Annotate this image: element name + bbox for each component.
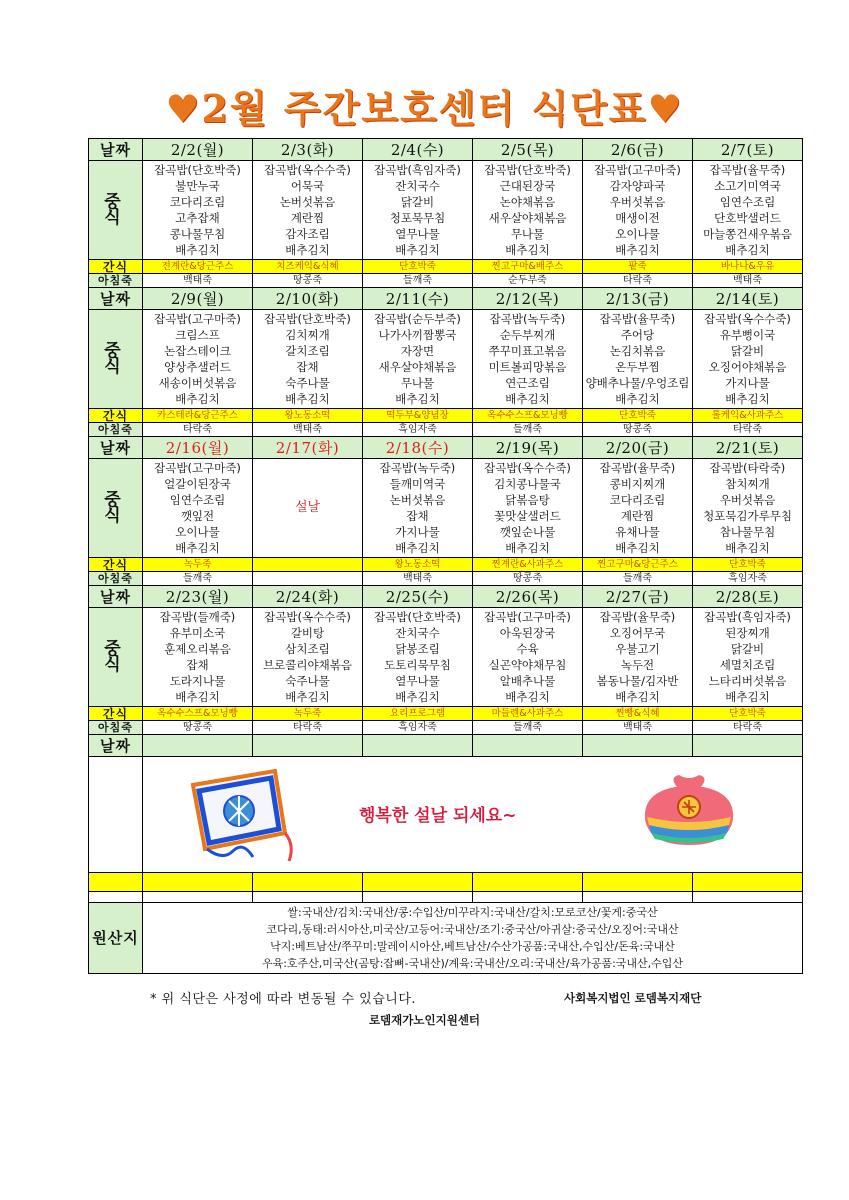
menu-item: 배추김치	[285, 243, 330, 257]
lunch-menu-cell	[363, 459, 473, 558]
menu-item: 브로콜리야채볶음	[263, 658, 352, 672]
menu-item: 배추김치	[505, 541, 550, 555]
organization-name: 사회복지법인 로뎀복지재단	[564, 991, 702, 1005]
menu-item: 콩나물무침	[169, 227, 226, 241]
porridge-cell: 백태죽	[693, 274, 803, 288]
day-date: 2/6(금)	[583, 139, 693, 161]
menu-item: 오이나물	[615, 227, 660, 241]
menu-item: 배추김치	[725, 243, 770, 257]
menu-item: 배추김치	[505, 243, 550, 257]
menu-item: 마늘쫑건새우볶음	[703, 227, 792, 241]
menu-item: 잡곡밥(들깨죽)	[159, 610, 236, 624]
snack-cell: 카스테라&당근주스	[143, 409, 253, 423]
menu-item: 알배추나물	[499, 674, 556, 688]
menu-item: 잡곡밥(옥수수죽)	[484, 461, 571, 475]
menu-item: 양배추나물/우엉조림	[585, 376, 690, 390]
menu-item: 배추김치	[395, 392, 440, 406]
empty-date-cell	[143, 735, 253, 757]
menu-item: 얼갈이된장국	[164, 477, 231, 491]
porridge-label: 아침죽	[89, 423, 143, 437]
snack-cell: 떡두부&양념장	[363, 409, 473, 423]
date-label: 날짜	[89, 735, 143, 757]
snack-cell: 마들렌&사과주스	[473, 707, 583, 721]
day-date: 2/18(수)	[363, 437, 473, 459]
day-date: 2/12(목)	[473, 288, 583, 310]
date-label: 날짜	[89, 288, 143, 310]
menu-item: 배추김치	[175, 541, 220, 555]
day-date: 2/27(금)	[583, 586, 693, 608]
lunch-menu-cell	[253, 459, 363, 558]
snack-cell: 옥수수스프&모닝빵	[473, 409, 583, 423]
menu-item: 가지나물	[725, 376, 770, 390]
porridge-cell: 백태죽	[363, 572, 473, 586]
menu-item: 열무나물	[395, 227, 440, 241]
menu-item: 잡곡밥(순두부죽)	[374, 312, 461, 326]
blank-cell	[473, 892, 583, 903]
menu-item: 아욱된장국	[499, 626, 556, 640]
menu-item: 닭봉조림	[395, 642, 440, 656]
menu-item: 잡곡밥(옥수수죽)	[264, 610, 351, 624]
menu-item: 새우살야채볶음	[488, 211, 567, 225]
porridge-cell: 땅콩죽	[143, 721, 253, 735]
porridge-cell: 땅콩죽	[253, 274, 363, 288]
menu-item: 불만누국	[175, 179, 220, 193]
menu-item: 논야채볶음	[499, 195, 556, 209]
day-date: 2/4(수)	[363, 139, 473, 161]
page-title: ♥2월 주간보호센터 식단표♥	[165, 86, 684, 131]
menu-item: 배추김치	[725, 541, 770, 555]
kite-icon	[183, 765, 303, 865]
menu-item: 가지나물	[395, 525, 440, 539]
porridge-cell: 들깨죽	[583, 572, 693, 586]
menu-item: 배추김치	[725, 690, 770, 704]
menu-item: 계란찜	[290, 211, 325, 225]
empty-date-cell	[583, 735, 693, 757]
menu-item: 오이나물	[175, 525, 220, 539]
menu-item: 연근조림	[505, 376, 550, 390]
menu-item: 갈치조림	[285, 344, 330, 358]
menu-item: 도라지나물	[169, 674, 226, 688]
snack-cell: 바나나&우유	[693, 260, 803, 274]
lunch-label: 중 식	[89, 310, 143, 409]
date-label: 날짜	[89, 586, 143, 608]
menu-item: 잡곡밥(단호박죽)	[484, 163, 571, 177]
porridge-cell: 들깨죽	[363, 274, 473, 288]
menu-item: 계란찜	[620, 509, 655, 523]
lunch-menu-cell	[253, 310, 363, 409]
porridge-label: 아침죽	[89, 721, 143, 735]
menu-item: 도토리묵무침	[384, 658, 451, 672]
blank-cell	[143, 892, 253, 903]
menu-item: 논김치볶음	[609, 344, 666, 358]
lunch-menu-cell	[693, 310, 803, 409]
center-name: 로뎀재가노인지원센터	[368, 1013, 481, 1027]
day-date: 2/28(토)	[693, 586, 803, 608]
lunch-menu-cell	[473, 161, 583, 260]
snack-cell: 롤케익&사과주스	[693, 409, 803, 423]
blank-cell	[583, 892, 693, 903]
lunch-menu-cell	[143, 608, 253, 707]
snack-cell: 찐빵&식혜	[583, 707, 693, 721]
empty-date-cell	[473, 735, 583, 757]
porridge-cell: 땅콩죽	[583, 423, 693, 437]
snack-label: 간식	[89, 260, 143, 274]
menu-item: 배추김치	[615, 243, 660, 257]
menu-item: 잡곡밥(옥수수죽)	[704, 312, 791, 326]
lunch-menu-cell	[583, 310, 693, 409]
menu-item: 논버섯볶음	[389, 493, 446, 507]
snack-cell: 왕노동소떡	[253, 409, 363, 423]
menu-item: 닭갈비	[730, 642, 765, 656]
lunch-menu-cell	[583, 161, 693, 260]
menu-item: 잡채	[406, 509, 429, 523]
lunch-menu-cell	[693, 161, 803, 260]
day-date: 2/13(금)	[583, 288, 693, 310]
menu-item: 배추김치	[615, 690, 660, 704]
yellow-blank-cell	[473, 873, 583, 892]
lunch-menu-cell	[473, 608, 583, 707]
day-date: 2/3(화)	[253, 139, 363, 161]
snack-cell: 찐계란&사과주스	[473, 558, 583, 572]
day-date: 2/2(월)	[143, 139, 253, 161]
menu-item: 주어당	[620, 328, 655, 342]
menu-item: 잡곡밥(율무죽)	[599, 610, 676, 624]
menu-item: 배추김치	[615, 392, 660, 406]
blank-cell	[253, 892, 363, 903]
snack-cell: 치즈케익&식혜	[253, 260, 363, 274]
menu-item: 녹두전	[620, 658, 655, 672]
menu-item: 된장찌개	[725, 626, 770, 640]
menu-item: 김치콩나물국	[494, 477, 561, 491]
snack-cell: 전계란&당근주스	[143, 260, 253, 274]
origin-line: 낙지:베트남산/쭈꾸미:말레이시아산,베트남산/수산가공품:국내산,수입산/돈육:국내산	[270, 940, 675, 953]
menu-item: 무나물	[400, 376, 435, 390]
menu-item: 잡곡밥(고구마죽)	[484, 610, 571, 624]
menu-item: 감자양파국	[609, 179, 666, 193]
menu-item: 잡곡밥(단호박죽)	[374, 610, 461, 624]
snack-cell: 찐고구마&당근주스	[583, 558, 693, 572]
snack-cell: 왕노동소떡	[363, 558, 473, 572]
blank-cell	[363, 892, 473, 903]
menu-item: 잡곡밥(타락죽)	[709, 461, 786, 475]
menu-item: 소고기미역국	[714, 179, 781, 193]
menu-item: 잡곡밥(녹두죽)	[489, 312, 566, 326]
day-date: 2/23(월)	[143, 586, 253, 608]
menu-item: 우버섯볶음	[719, 493, 776, 507]
menu-item: 임연수조림	[169, 493, 226, 507]
menu-item: 삼치조림	[285, 642, 330, 656]
day-date: 2/14(토)	[693, 288, 803, 310]
menu-item: 나가사끼짬뽕국	[378, 328, 457, 342]
day-date: 2/21(토)	[693, 437, 803, 459]
menu-item: 배추김치	[285, 392, 330, 406]
menu-item: 잡곡밥(고구마죽)	[594, 163, 681, 177]
menu-item: 어묵국	[290, 179, 325, 193]
snack-cell: 단호박죽	[693, 558, 803, 572]
menu-item: 세멸치조림	[719, 658, 776, 672]
menu-item: 닭갈비	[400, 195, 435, 209]
menu-item: 훈제오리볶음	[164, 642, 231, 656]
menu-item: 잔치국수	[395, 626, 440, 640]
porridge-cell: 타락죽	[693, 423, 803, 437]
menu-item: 실곤약야채무침	[488, 658, 567, 672]
menu-item: 잡곡밥(율무죽)	[599, 461, 676, 475]
menu-item: 닭볶음탕	[505, 493, 550, 507]
menu-item: 배추김치	[615, 541, 660, 555]
snack-label: 간식	[89, 558, 143, 572]
blank-cell	[89, 892, 143, 903]
lunch-label: 중 식	[89, 161, 143, 260]
lunch-menu-cell	[693, 459, 803, 558]
day-date: 2/7(토)	[693, 139, 803, 161]
menu-item: 잔치국수	[395, 179, 440, 193]
menu-item: 유부미소국	[169, 626, 226, 640]
menu-item: 들깨미역국	[389, 477, 446, 491]
snack-label: 간식	[89, 707, 143, 721]
snack-cell: 단호박죽	[693, 707, 803, 721]
menu-item: 매생이전	[615, 211, 660, 225]
day-date: 2/19(목)	[473, 437, 583, 459]
porridge-label: 아침죽	[89, 274, 143, 288]
empty-date-cell	[693, 735, 803, 757]
menu-item: 코다리조림	[169, 195, 226, 209]
yellow-blank-cell	[143, 873, 253, 892]
day-date: 2/17(화)	[253, 437, 363, 459]
menu-item: 잡곡밥(고구마죽)	[154, 312, 241, 326]
banner-blank-cell	[89, 757, 143, 873]
change-notice: * 위 식단은 사정에 따라 변동될 수 있습니다.	[150, 992, 417, 1007]
porridge-cell: 흑임자죽	[693, 572, 803, 586]
menu-item: 오징어무국	[609, 626, 666, 640]
menu-item: 청포묵김가루무침	[703, 509, 792, 523]
origin-line: 코다리,동태:러시아산,미국산/고등어:국내산/조기:중국산/아귀살:중국산/오징어:국내산	[266, 923, 679, 936]
porridge-cell: 타락죽	[143, 423, 253, 437]
empty-date-cell	[253, 735, 363, 757]
menu-item: 봄동나물/김자반	[596, 674, 679, 688]
lunch-menu-cell	[583, 608, 693, 707]
snack-cell: 찐고구마&배주스	[473, 260, 583, 274]
origin-line: 쌀:국내산/김치:국내산/콩:수입산/미꾸라지:국내산/갈치:모로코산/꽃게:중국산	[287, 906, 658, 919]
menu-item: 참치찌개	[725, 477, 770, 491]
menu-item: 배추김치	[285, 690, 330, 704]
day-date: 2/24(화)	[253, 586, 363, 608]
lunch-menu-cell	[143, 161, 253, 260]
porridge-cell: 흑임자죽	[363, 423, 473, 437]
day-date: 2/26(목)	[473, 586, 583, 608]
menu-item: 잡곡밥(고구마죽)	[154, 461, 241, 475]
lunch-menu-cell	[363, 310, 473, 409]
porridge-cell: 들깨죽	[473, 721, 583, 735]
lunch-menu-cell	[143, 310, 253, 409]
menu-item: 잡곡밥(흑임자죽)	[704, 610, 791, 624]
menu-item: 잡채	[186, 658, 209, 672]
menu-item: 배추김치	[505, 392, 550, 406]
porridge-cell: 순두부죽	[473, 274, 583, 288]
menu-item: 논잡스테이크	[164, 344, 231, 358]
snack-cell: 녹두죽	[253, 707, 363, 721]
greeting-banner	[143, 757, 803, 873]
menu-item: 자장면	[400, 344, 435, 358]
lunch-menu-cell	[363, 608, 473, 707]
menu-item: 단호박샐러드	[714, 211, 781, 225]
greeting-text: 행복한 설날 되세요~	[359, 806, 517, 826]
menu-item: 무나물	[510, 227, 545, 241]
snack-label: 간식	[89, 409, 143, 423]
porridge-cell: 타락죽	[693, 721, 803, 735]
menu-item: 미트볼피망볶음	[488, 360, 567, 374]
origin-line: 우육:호주산,미국산(곰탕:잡뼈-국내산)/계육:국내산/오리:국내산/육가공품:국내산,수입산	[261, 957, 684, 970]
menu-item: 배추김치	[395, 690, 440, 704]
porridge-cell: 백태죽	[143, 274, 253, 288]
menu-item: 배추김치	[505, 690, 550, 704]
lunch-menu-cell	[693, 608, 803, 707]
snack-cell: 옥수수스프&모닝빵	[143, 707, 253, 721]
lunch-label: 중 식	[89, 459, 143, 558]
menu-item: 배추김치	[395, 541, 440, 555]
menu-item: 잡곡밥(옥수수죽)	[264, 163, 351, 177]
lunch-menu-cell	[583, 459, 693, 558]
menu-item: 배추김치	[395, 243, 440, 257]
yellow-blank-cell	[253, 873, 363, 892]
day-date: 2/25(수)	[363, 586, 473, 608]
menu-item: 고추잡채	[175, 211, 220, 225]
menu-item: 양상추샐러드	[164, 360, 231, 374]
menu-item: 수육	[516, 642, 539, 656]
menu-item: 코다리조림	[609, 493, 666, 507]
menu-item: 유채나물	[615, 525, 660, 539]
yellow-blank-cell	[363, 873, 473, 892]
menu-item: 콩비지찌개	[609, 477, 666, 491]
menu-item: 잡곡밥(녹두죽)	[379, 461, 456, 475]
lunch-menu-cell	[363, 161, 473, 260]
menu-item: 닭갈비	[730, 344, 765, 358]
lunch-menu-cell	[473, 459, 583, 558]
menu-item: 배추김치	[175, 392, 220, 406]
menu-item: 잡곡밥(단호박죽)	[264, 312, 351, 326]
porridge-cell: 땅콩죽	[473, 572, 583, 586]
lunch-menu-cell	[253, 608, 363, 707]
snack-cell: 팥죽	[583, 260, 693, 274]
menu-item: 청포묵무침	[389, 211, 446, 225]
menu-item: 갈비탕	[290, 626, 325, 640]
menu-item: 잡채	[296, 360, 319, 374]
day-date: 2/11(수)	[363, 288, 473, 310]
menu-item: 근대된장국	[499, 179, 556, 193]
lunch-menu-cell	[143, 459, 253, 558]
lunch-menu-cell	[473, 310, 583, 409]
lunch-label: 중 식	[89, 608, 143, 707]
menu-item: 꽃맛살샐러드	[494, 509, 561, 523]
menu-item: 오징어야채볶음	[708, 360, 787, 374]
menu-item: 배추김치	[175, 243, 220, 257]
menu-item: 느타리버섯볶음	[708, 674, 787, 688]
snack-cell: 단호박죽	[363, 260, 473, 274]
porridge-cell: 들깨죽	[473, 423, 583, 437]
yellow-blank-cell	[693, 873, 803, 892]
porridge-label: 아침죽	[89, 572, 143, 586]
menu-item: 잡곡밥(율무죽)	[709, 163, 786, 177]
menu-item: 김치찌개	[285, 328, 330, 342]
menu-item: 새송이버섯볶음	[158, 376, 237, 390]
day-date: 2/5(목)	[473, 139, 583, 161]
menu-item: 우불고기	[615, 642, 660, 656]
menu-item: 임연수조림	[719, 195, 776, 209]
porridge-cell	[253, 572, 363, 586]
porridge-cell: 타락죽	[253, 721, 363, 735]
origin-label: 원산지	[89, 903, 143, 974]
menu-item: 새우살야채볶음	[378, 360, 457, 374]
menu-item: 쭈꾸미표고볶음	[488, 344, 567, 358]
menu-item: 순두부찌개	[499, 328, 556, 342]
yellow-blank-cell	[89, 873, 143, 892]
menu-item: 깻잎순나물	[499, 525, 556, 539]
blank-cell	[693, 892, 803, 903]
menu-item: 유부뻥이국	[719, 328, 776, 342]
origin-info	[143, 903, 803, 974]
menu-item: 온두부찜	[615, 360, 660, 374]
menu-item: 잡곡밥(흑임자죽)	[374, 163, 461, 177]
menu-item: 배추김치	[175, 690, 220, 704]
lunch-menu-cell	[253, 161, 363, 260]
lucky-pouch-icon	[639, 773, 739, 849]
menu-item: 우버섯볶음	[609, 195, 666, 209]
snack-cell: 단호박죽	[583, 409, 693, 423]
porridge-cell: 들깨죽	[143, 572, 253, 586]
menu-item: 논버섯볶음	[279, 195, 336, 209]
date-label: 날짜	[89, 437, 143, 459]
yellow-blank-cell	[583, 873, 693, 892]
snack-cell: 녹두죽	[143, 558, 253, 572]
empty-date-cell	[363, 735, 473, 757]
snack-cell	[253, 558, 363, 572]
menu-item: 열무나물	[395, 674, 440, 688]
porridge-cell: 타락죽	[583, 274, 693, 288]
day-date: 2/10(화)	[253, 288, 363, 310]
menu-item: 배추김치	[725, 392, 770, 406]
menu-table	[88, 138, 803, 974]
menu-item: 숙주나물	[285, 376, 330, 390]
menu-item: 크림스프	[175, 328, 220, 342]
day-date: 2/16(월)	[143, 437, 253, 459]
day-date: 2/20(금)	[583, 437, 693, 459]
date-label: 날짜	[89, 139, 143, 161]
porridge-cell: 백태죽	[253, 423, 363, 437]
day-date: 2/9(월)	[143, 288, 253, 310]
porridge-cell: 백태죽	[583, 721, 693, 735]
menu-item: 참나물무침	[719, 525, 776, 539]
menu-item: 잡곡밥(율무죽)	[599, 312, 676, 326]
porridge-cell: 흑임자죽	[363, 721, 473, 735]
menu-item: 감자조림	[285, 227, 330, 241]
menu-item: 깻잎전	[180, 509, 215, 523]
menu-item: 잡곡밥(단호박죽)	[154, 163, 241, 177]
menu-item: 숙주나물	[285, 674, 330, 688]
holiday-label: 설날	[294, 500, 321, 515]
snack-cell: 요리프로그램	[363, 707, 473, 721]
